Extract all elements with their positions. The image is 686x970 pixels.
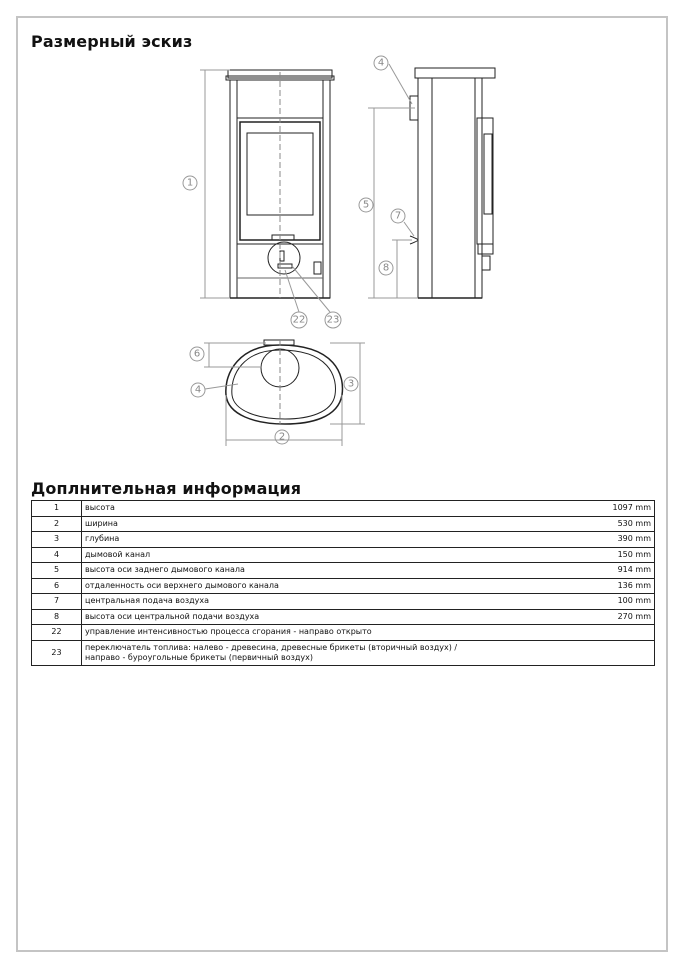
- row-description: глубина: [82, 532, 589, 548]
- row-value: 1097 mm: [588, 501, 655, 517]
- table-row: [32, 501, 655, 517]
- callout-5: 5: [362, 199, 370, 211]
- row-number: 7: [32, 594, 82, 610]
- callout-4-top: 4: [194, 384, 202, 396]
- row-description: высота: [82, 501, 589, 517]
- callout-23: 23: [326, 314, 340, 326]
- row-value: 390 mm: [588, 532, 655, 548]
- table-row: [32, 625, 655, 641]
- row-description: управление интенсивностью процесса сгорания - направо открыто: [82, 625, 589, 641]
- callout-3: 3: [347, 378, 355, 390]
- row-value: 136 mm: [588, 578, 655, 594]
- row-value: [588, 625, 655, 641]
- callout-8: 8: [382, 262, 390, 274]
- callout-7: 7: [394, 210, 402, 222]
- top-view: [226, 340, 343, 424]
- row-number: 1: [32, 501, 82, 517]
- callout-2: 2: [278, 431, 286, 443]
- row-number: 6: [32, 578, 82, 594]
- callout-1: 1: [186, 177, 194, 189]
- table-row: [32, 563, 655, 579]
- dimension-sketch: [0, 0, 686, 480]
- table-row: [32, 640, 655, 665]
- sketch-heading: Размерный эскиз: [31, 32, 193, 51]
- row-number: 22: [32, 625, 82, 641]
- callout-22: 22: [292, 314, 306, 326]
- callout-4-side: 4: [377, 57, 385, 69]
- row-value: 270 mm: [588, 609, 655, 625]
- side-view: [410, 68, 495, 298]
- table-row: [32, 547, 655, 563]
- table-row: [32, 578, 655, 594]
- row-value: 100 mm: [588, 594, 655, 610]
- info-table: [31, 500, 655, 666]
- row-description: высота оси центральной подачи воздуха: [82, 609, 589, 625]
- row-description: высота оси заднего дымового канала: [82, 563, 589, 579]
- table-row: [32, 532, 655, 548]
- row-description: центральная подача воздуха: [82, 594, 589, 610]
- row-number: 23: [32, 640, 82, 665]
- row-number: 5: [32, 563, 82, 579]
- table-row: [32, 594, 655, 610]
- row-description: ширина: [82, 516, 589, 532]
- row-number: 4: [32, 547, 82, 563]
- row-number: 2: [32, 516, 82, 532]
- row-description: отдаленность оси верхнего дымового канала: [82, 578, 589, 594]
- row-description: дымовой канал: [82, 547, 589, 563]
- front-view: [226, 70, 334, 298]
- row-value: 530 mm: [588, 516, 655, 532]
- info-heading: Доплнительная информация: [31, 479, 302, 498]
- table-row: [32, 516, 655, 532]
- row-value: [588, 640, 655, 665]
- row-value: 150 mm: [588, 547, 655, 563]
- row-value: 914 mm: [588, 563, 655, 579]
- row-description: переключатель топлива: налево - древесина, древесные брикеты (вторичный воздух) / направо - буроугольные брикеты (первичный воздух): [82, 640, 589, 665]
- top-dimensions: [190, 343, 365, 446]
- table-row: [32, 609, 655, 625]
- callout-6: 6: [193, 348, 201, 360]
- row-number: 8: [32, 609, 82, 625]
- row-number: 3: [32, 532, 82, 548]
